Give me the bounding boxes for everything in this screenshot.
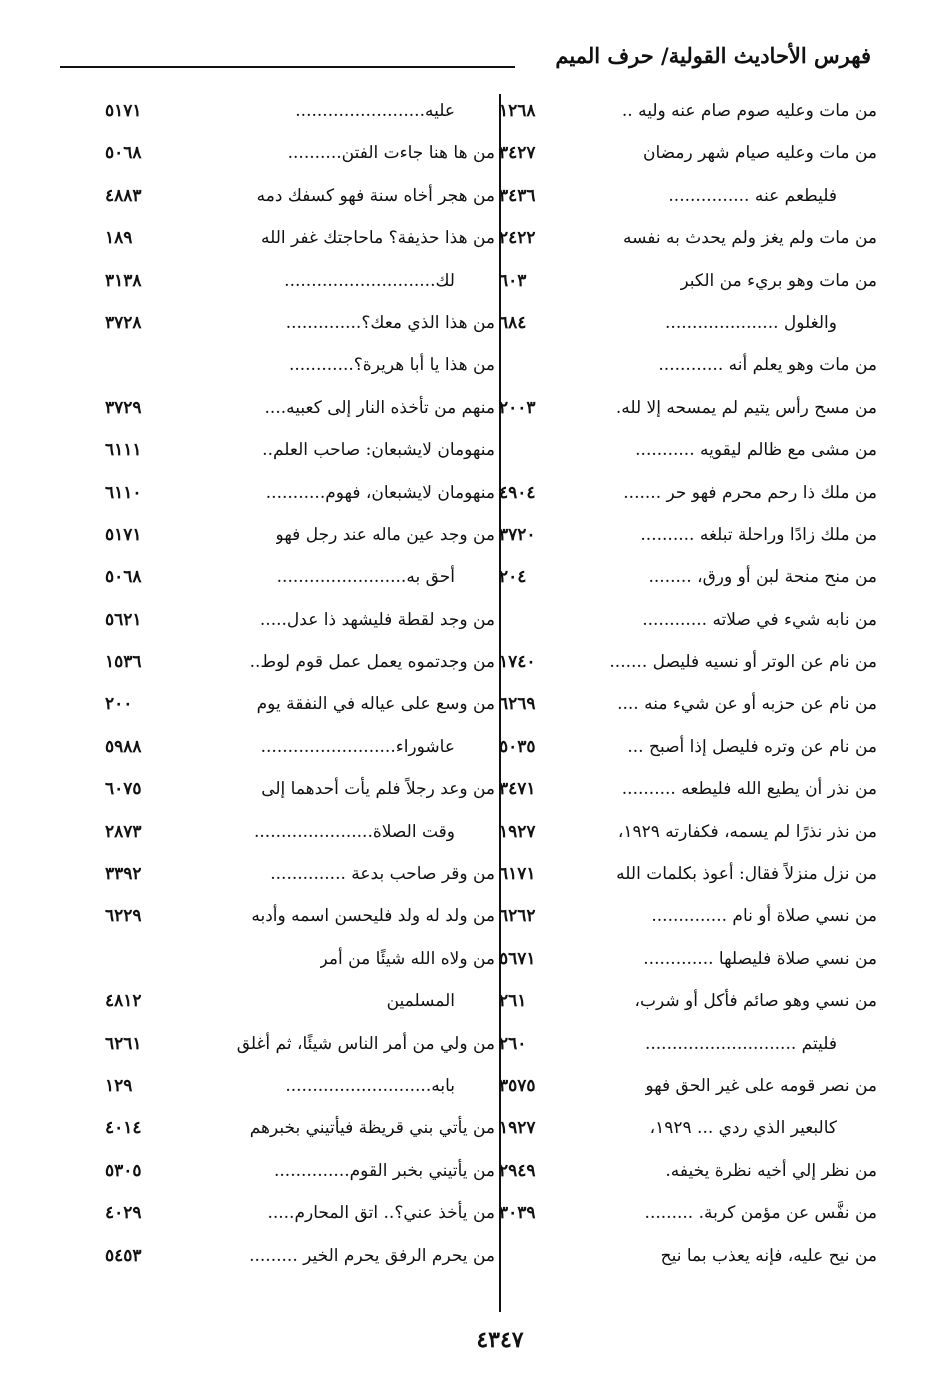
- entry-text: من ملك ذا رحم محرم فهو حر .......: [623, 482, 877, 503]
- entry-number: ٤٨١٢: [105, 991, 142, 1012]
- entry-text: من ولي من أمر الناس شيئًا، ثم أغلق: [236, 1033, 495, 1054]
- entry-text: منهومان لايشبعان، فهوم...........: [265, 482, 495, 503]
- entry-text: عليه........................: [295, 101, 455, 121]
- entry-number: ٥١٧١: [105, 101, 142, 121]
- index-entry: [499, 90, 877, 132]
- index-entry: [499, 853, 877, 895]
- index-entry: [499, 429, 877, 471]
- entry-number: ١٧٤٠: [499, 652, 536, 673]
- index-entry: [105, 895, 495, 937]
- entry-number: ٣٧٢٨: [105, 312, 142, 333]
- index-entry: [499, 132, 877, 174]
- entry-text: من نام عن حزبه أو عن شيء منه ....: [617, 694, 877, 715]
- entry-number: ٤٩٠٤: [499, 482, 536, 503]
- entry-text: من ملك زادًا وراحلة تبلغه ..........: [640, 524, 877, 545]
- index-entry: [499, 768, 877, 810]
- entry-number: ١٢٩: [105, 1075, 133, 1096]
- entry-number: ٦٠٣: [499, 270, 527, 291]
- entry-text: فليطعم عنه ...............: [668, 185, 837, 206]
- entry-number: ٢٠٤: [499, 567, 527, 588]
- index-entry: [105, 175, 495, 217]
- entry-text: من هجر أخاه سنة فهو كسفك دمه: [256, 185, 495, 206]
- index-entry: [499, 302, 877, 344]
- entry-text: من نذر أن يطيع الله فليطعه ..........: [621, 779, 877, 800]
- entry-number: ٥٣٠٥: [105, 1160, 142, 1181]
- entry-number: ٥٦٧١: [499, 948, 536, 969]
- entry-number: ٥٦٢١: [105, 609, 142, 630]
- entry-text: من مشى مع ظالم ليقويه ...........: [635, 440, 877, 461]
- entry-number: ١٢٦٨: [499, 101, 536, 121]
- entry-text: من هذا الذي معك؟..............: [285, 312, 495, 333]
- entry-text: من نسي وهو صائم فأكل أو شرب،: [634, 991, 877, 1012]
- page-header: [60, 38, 871, 78]
- entry-number: ١٩٢٧: [499, 821, 536, 842]
- index-entry: [499, 1065, 877, 1107]
- index-entry: [105, 641, 495, 683]
- entry-number: ٣٤٧١: [499, 779, 536, 800]
- entry-text: فليتم ............................: [644, 1033, 837, 1054]
- entry-text: من وجد لقطة فليشهد ذا عدل.....: [259, 609, 495, 630]
- header-rule: [60, 66, 515, 68]
- entry-number: ٢٦١: [499, 991, 527, 1012]
- entry-text: والغلول .....................: [665, 312, 837, 333]
- entry-number: ٢٠٠٣: [499, 397, 536, 418]
- entry-number: ٦١١٠: [105, 482, 142, 503]
- entry-text: من يحرم الرفق يحرم الخير .........: [249, 1245, 495, 1266]
- index-entry: [499, 1107, 877, 1149]
- entry-number: ٦١٧١: [499, 864, 536, 885]
- entry-text: من نفَّس عن مؤمن كربة. .........: [644, 1203, 877, 1224]
- index-entry: [105, 1107, 495, 1149]
- entry-number: ٣٣٩٢: [105, 864, 142, 885]
- index-entry: [499, 472, 877, 514]
- index-entry: [499, 895, 877, 937]
- entry-text: من نام عن وتره فليصل إذا أصبح ...: [627, 736, 877, 757]
- entry-number: ٤٠١٤: [105, 1118, 142, 1139]
- entry-text: من وقر صاحب بدعة ..............: [270, 864, 495, 885]
- entry-text: من نابه شيء في صلاته ............: [642, 609, 877, 630]
- entry-number: ٢٩٤٩: [499, 1160, 536, 1181]
- index-entry: [499, 1150, 877, 1192]
- entry-number: ٣٧٢٠: [499, 524, 536, 545]
- index-entry: [105, 217, 495, 259]
- entry-number: ١٥٣٦: [105, 652, 142, 673]
- entry-number: ١٩٢٧: [499, 1118, 536, 1139]
- entry-number: ٤٠٢٩: [105, 1203, 142, 1224]
- entry-number: ٤٨٨٣: [105, 185, 142, 206]
- index-entry: [499, 980, 877, 1022]
- index-entry: [499, 938, 877, 980]
- entry-text: بابه...........................: [285, 1075, 455, 1096]
- right-column: [499, 90, 877, 1277]
- index-entry: [105, 90, 495, 132]
- entry-number: ٦٢٢٩: [105, 906, 142, 927]
- index-entry: [105, 980, 495, 1022]
- index-entry: [105, 811, 495, 853]
- index-entry: [105, 260, 495, 302]
- entry-text: أحق به........................: [276, 567, 455, 588]
- index-entry: [105, 344, 495, 386]
- entry-text: من يأتيني بخبر القوم..............: [273, 1160, 495, 1181]
- entry-text: من ولاه الله شيئًا من أمر: [319, 948, 495, 969]
- entry-text: من هذا حذيفة؟ ماحاجتك غفر الله: [260, 228, 495, 249]
- index-entry: [105, 726, 495, 768]
- index-entry: [499, 599, 877, 641]
- entry-number: ٣٤٢٧: [499, 143, 536, 164]
- entry-number: ٥١٧١: [105, 524, 142, 545]
- entry-text: منهومان لايشبعان: صاحب العلم..: [262, 440, 495, 461]
- entry-text: المسلمين: [386, 991, 455, 1012]
- entry-number: ٢٤٢٢: [499, 228, 536, 249]
- index-entry: [499, 1235, 877, 1277]
- entry-text: من هذا يا أبا هريرة؟............: [288, 355, 495, 376]
- entry-text: منهم من تأخذه النار إلى كعبيه....: [264, 397, 495, 418]
- index-entry: [105, 132, 495, 174]
- index-entry: [105, 768, 495, 810]
- entry-number: ٢٨٧٣: [105, 821, 142, 842]
- index-entry: [499, 260, 877, 302]
- index-entry: [105, 683, 495, 725]
- index-entry: [499, 1192, 877, 1234]
- index-entry: [499, 1023, 877, 1065]
- entry-text: من مات ولم يغز ولم يحدث به نفسه: [623, 228, 877, 249]
- entry-number: ٦٠٧٥: [105, 779, 142, 800]
- entry-number: ٥٠٦٨: [105, 143, 142, 164]
- entry-number: ٥٤٥٣: [105, 1245, 142, 1266]
- entry-number: ٦٨٤: [499, 312, 527, 333]
- entry-text: من نظر إلي أخيه نظرة يخيفه.: [665, 1160, 877, 1181]
- entry-text: من ولد له ولد فليحسن اسمه وأدبه: [251, 906, 495, 927]
- entry-number: ٢٦٠: [499, 1033, 527, 1054]
- entry-text: من نام عن الوتر أو نسيه فليصل .......: [609, 652, 877, 673]
- entry-text: لك............................: [284, 270, 455, 291]
- index-entry: [499, 387, 877, 429]
- index-entry: [105, 1192, 495, 1234]
- entry-number: ٦٢٦٩: [499, 694, 536, 715]
- entry-text: من وجدتموه يعمل عمل قوم لوط..: [249, 652, 495, 673]
- entry-text: من نيح عليه، فإنه يعذب بما نيح: [660, 1245, 877, 1266]
- entry-number: ٣٧٢٩: [105, 397, 142, 418]
- entry-text: وقت الصلاة......................: [253, 821, 455, 842]
- entry-number: ٢٠٠: [105, 694, 133, 715]
- entry-text: عاشوراء.........................: [260, 736, 455, 757]
- entry-text: من نذر نذرًا لم يسمه، فكفارته ١٩٢٩،: [617, 821, 877, 842]
- index-entry: [499, 811, 877, 853]
- entry-text: من نسي صلاة أو نام ..............: [651, 906, 877, 927]
- entry-number: ٦٢٦١: [105, 1033, 142, 1054]
- entry-number: ٣١٣٨: [105, 270, 142, 291]
- index-entry: [499, 726, 877, 768]
- index-entry: [105, 938, 495, 980]
- entry-number: ١٨٩: [105, 228, 133, 249]
- left-column: [105, 90, 495, 1277]
- index-entry: [499, 217, 877, 259]
- entry-text: من يأخذ عني؟.. اتق المحارم.....: [267, 1203, 495, 1224]
- index-entry: [105, 387, 495, 429]
- index-entry: [105, 853, 495, 895]
- entry-text: من مات وعليه صوم صام عنه وليه ..: [621, 101, 877, 121]
- index-entry: [499, 514, 877, 556]
- entry-number: ٥٠٣٥: [499, 736, 536, 757]
- entry-text: من نزل منزلاً فقال: أعوذ بكلمات الله: [616, 864, 877, 885]
- entry-number: ٦١١١: [105, 440, 142, 461]
- index-entry: [105, 599, 495, 641]
- entry-text: من منح منحة لبن أو ورق، ........: [648, 567, 877, 588]
- entry-text: من مات وهو بريء من الكبر: [680, 270, 877, 291]
- entry-text: من وجد عين ماله عند رجل فهو: [275, 524, 495, 545]
- index-entry: [105, 429, 495, 471]
- entry-number: ٣٤٣٦: [499, 185, 536, 206]
- entry-text: من وسع على عياله في النفقة يوم: [256, 694, 495, 715]
- entry-text: من وعد رجلاً فلم يأت أحدهما إلى: [261, 779, 495, 800]
- index-entry: [499, 641, 877, 683]
- entry-text: من نسي صلاة فليصلها .............: [643, 948, 877, 969]
- index-entry: [105, 1065, 495, 1107]
- entry-number: ٥٠٦٨: [105, 567, 142, 588]
- index-entry: [105, 514, 495, 556]
- entry-text: من يأتي بني قريظة فيأتيني بخبرهم: [249, 1118, 495, 1139]
- entry-number: ٣٥٧٥: [499, 1075, 536, 1096]
- entry-text: من مات وهو يعلم أنه ............: [658, 355, 877, 376]
- index-entry: [105, 302, 495, 344]
- index-entry: [105, 472, 495, 514]
- index-entry: [105, 1150, 495, 1192]
- page-title: فهرس الأحاديث القولية/ حرف الميم: [555, 43, 871, 68]
- entry-number: ٣٠٣٩: [499, 1203, 536, 1224]
- index-entry: [105, 1023, 495, 1065]
- index-entry: [105, 1235, 495, 1277]
- entry-number: ٦٢٦٢: [499, 906, 536, 927]
- index-entry: [499, 683, 877, 725]
- entry-text: من مسح رأس يتيم لم يمسحه إلا لله.: [615, 397, 877, 418]
- entry-text: من مات وعليه صيام شهر رمضان: [642, 143, 877, 164]
- index-entry: [499, 556, 877, 598]
- index-entry: [499, 344, 877, 386]
- entry-number: ٥٩٨٨: [105, 736, 142, 757]
- entry-text: كالبعير الذي ردي ... ١٩٢٩،: [649, 1118, 837, 1139]
- page-number: ٤٣٤٧: [476, 1327, 524, 1353]
- entry-text: من نصر قومه على غير الحق فهو: [645, 1075, 877, 1096]
- index-entry: [105, 556, 495, 598]
- entry-text: من ها هنا جاءت الفتن..........: [287, 143, 495, 164]
- index-entry: [499, 175, 877, 217]
